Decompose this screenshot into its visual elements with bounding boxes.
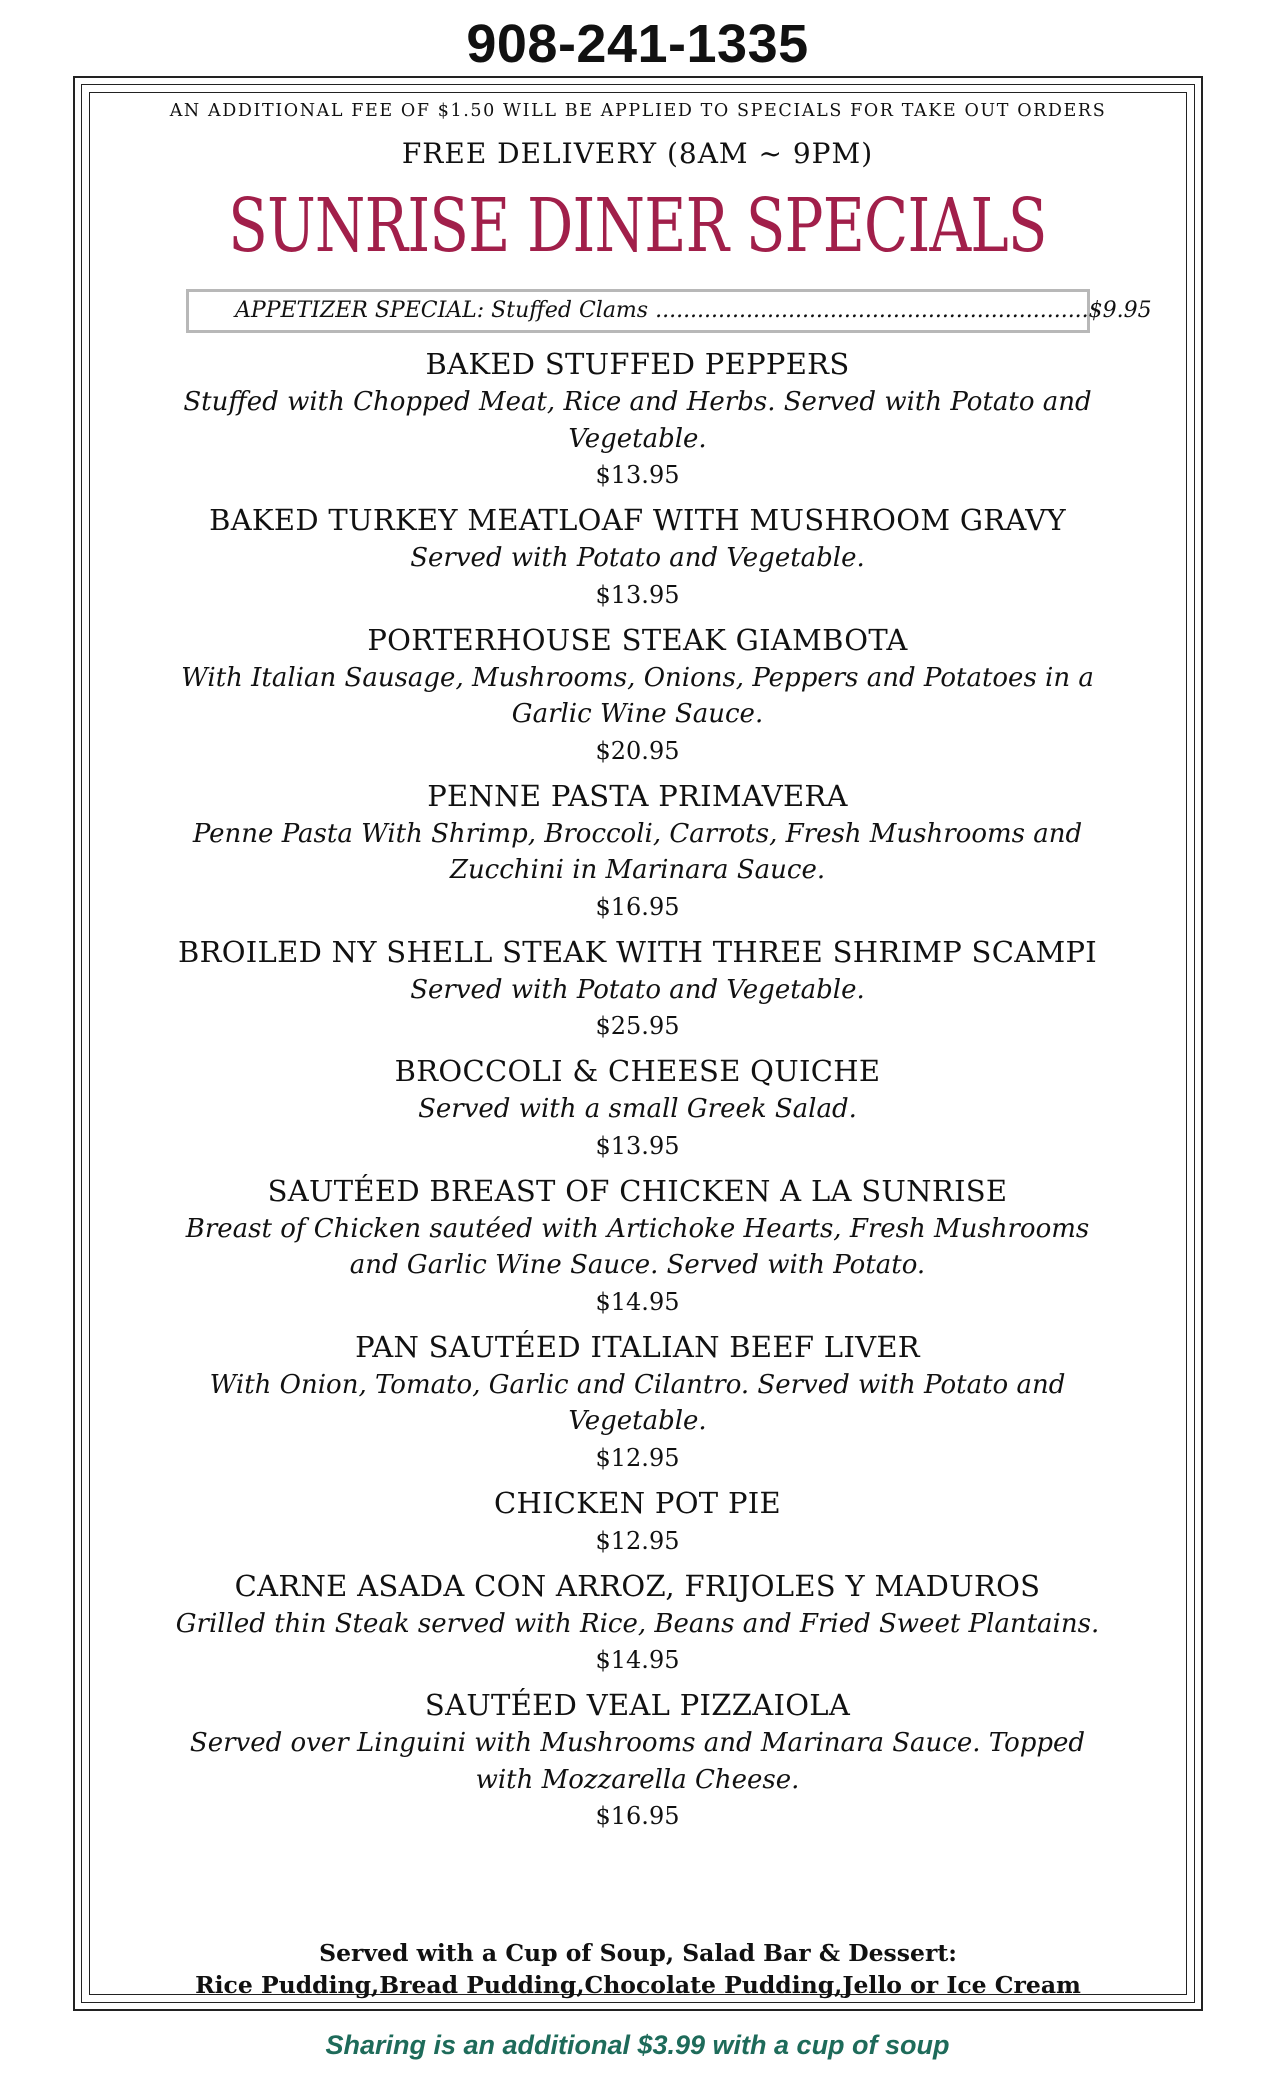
menu-item-price: $13.95 xyxy=(595,1131,680,1160)
menu-item-name: SAUTÉED VEAL PIZZAIOLA xyxy=(424,1688,851,1722)
appetizer-dot-leader: .............................................................. xyxy=(655,298,1089,323)
menu-item xyxy=(150,1566,1125,1679)
menu-item-description: Grilled thin Steak served with Rice, Beans and Fried Sweet Plantains. xyxy=(175,1608,1100,1639)
menu-item-price: $16.95 xyxy=(595,1802,680,1830)
menu-item xyxy=(150,776,1125,925)
menu-item-description: Stuffed with Chopped Meat, Rice and Herbs. Served with Potato and Vegetable. xyxy=(183,387,1092,454)
menu-item-name: PAN SAUTÉED ITALIAN BEEF LIVER xyxy=(355,1329,920,1364)
menu-item-price: $14.95 xyxy=(595,1646,680,1674)
takeout-fee-notice: AN ADDITIONAL FEE OF $1.50 WILL BE APPLIED TO SPECIALS FOR TAKE OUT ORDERS xyxy=(169,101,1107,121)
menu-item-name: BROILED NY SHELL STEAK WITH THREE SHRIMP SCAMPI xyxy=(177,934,1098,969)
phone-number: 908-241-1335 xyxy=(466,14,809,74)
included-sides-note xyxy=(73,1937,1203,2001)
appetizer-price: $9.95 xyxy=(1088,298,1152,323)
appetizer-special-box xyxy=(186,289,1152,333)
appetizer-label: APPETIZER SPECIAL: Stuffed Clams xyxy=(235,298,649,323)
sharing-fee-note: Sharing is an additional $3.99 with a cup of soup xyxy=(325,2030,950,2060)
menu-item-description: Breast of Chicken sautéed with Artichoke Hearts, Fresh Mushrooms and Garlic Wine Sauce. Served with Potato. xyxy=(185,1213,1090,1280)
menu-item-name: BAKED TURKEY MEATLOAF WITH MUSHROOM GRAVY xyxy=(209,503,1066,537)
menu-item-price: $20.95 xyxy=(595,736,680,765)
menu-item xyxy=(150,932,1125,1045)
menu-item-name: BROCCOLI & CHEESE QUICHE xyxy=(394,1054,881,1088)
menu-item-name: BAKED STUFFED PEPPERS xyxy=(425,347,850,381)
free-delivery-hours: FREE DELIVERY (8AM ~ 9PM) xyxy=(401,137,874,170)
menu-item-description: With Italian Sausage, Mushrooms, Onions, Peppers and Potatoes in a Garlic Wine Sauce. xyxy=(181,662,1094,729)
included-sides-line: Served with a Cup of Soup, Salad Bar & Dessert: xyxy=(319,1939,957,1967)
menu-item-name: CHICKEN POT PIE xyxy=(493,1485,782,1520)
menu-item-name: PORTERHOUSE STEAK GIAMBOTA xyxy=(367,622,908,657)
menu-item-description: Served with Potato and Vegetable. xyxy=(410,543,865,573)
menu-item xyxy=(150,1685,1125,1834)
menu-item-price: $25.95 xyxy=(595,1012,680,1040)
menu-item xyxy=(150,1327,1125,1476)
specials-list xyxy=(150,344,1125,1834)
menu-item-description: Served over Linguini with Mushrooms and Marinara Sauce. Topped with Mozzarella Cheese. xyxy=(189,1728,1086,1795)
menu-item xyxy=(150,1051,1125,1164)
menu-item-price: $13.95 xyxy=(595,580,680,609)
page-title: SUNRISE DINER SPECIALS xyxy=(228,183,1047,269)
menu-item-description: Served with a small Greek Salad. xyxy=(418,1094,857,1124)
menu-item-price: $16.95 xyxy=(595,892,680,921)
menu-item xyxy=(150,344,1125,493)
dessert-options-line: Rice Pudding,Bread Pudding,Chocolate Pudding,Jello or Ice Cream xyxy=(195,1971,1081,1999)
menu-item-name: CARNE ASADA CON ARROZ, FRIJOLES Y MADUROS xyxy=(234,1568,1041,1603)
menu-item xyxy=(150,500,1125,613)
menu-item-name: PENNE PASTA PRIMAVERA xyxy=(427,778,848,813)
menu-item xyxy=(150,1483,1125,1559)
menu-item-price: $12.95 xyxy=(595,1526,680,1555)
menu-item-name: SAUTÉED BREAST OF CHICKEN A LA SUNRISE xyxy=(267,1173,1008,1208)
menu-item-description: Served with Potato and Vegetable. xyxy=(410,974,865,1005)
menu-item-description: Penne Pasta With Shrimp, Broccoli, Carrots, Fresh Mushrooms and Zucchini in Marinara Sauce. xyxy=(192,818,1083,885)
menu-item-price: $12.95 xyxy=(595,1443,680,1472)
menu-item xyxy=(150,1171,1125,1320)
menu-item-price: $14.95 xyxy=(595,1287,680,1316)
menu-item-description: With Onion, Tomato, Garlic and Cilantro. Served with Potato and Vegetable. xyxy=(209,1369,1066,1436)
menu-item xyxy=(150,620,1125,769)
menu-item-price: $13.95 xyxy=(595,461,680,489)
